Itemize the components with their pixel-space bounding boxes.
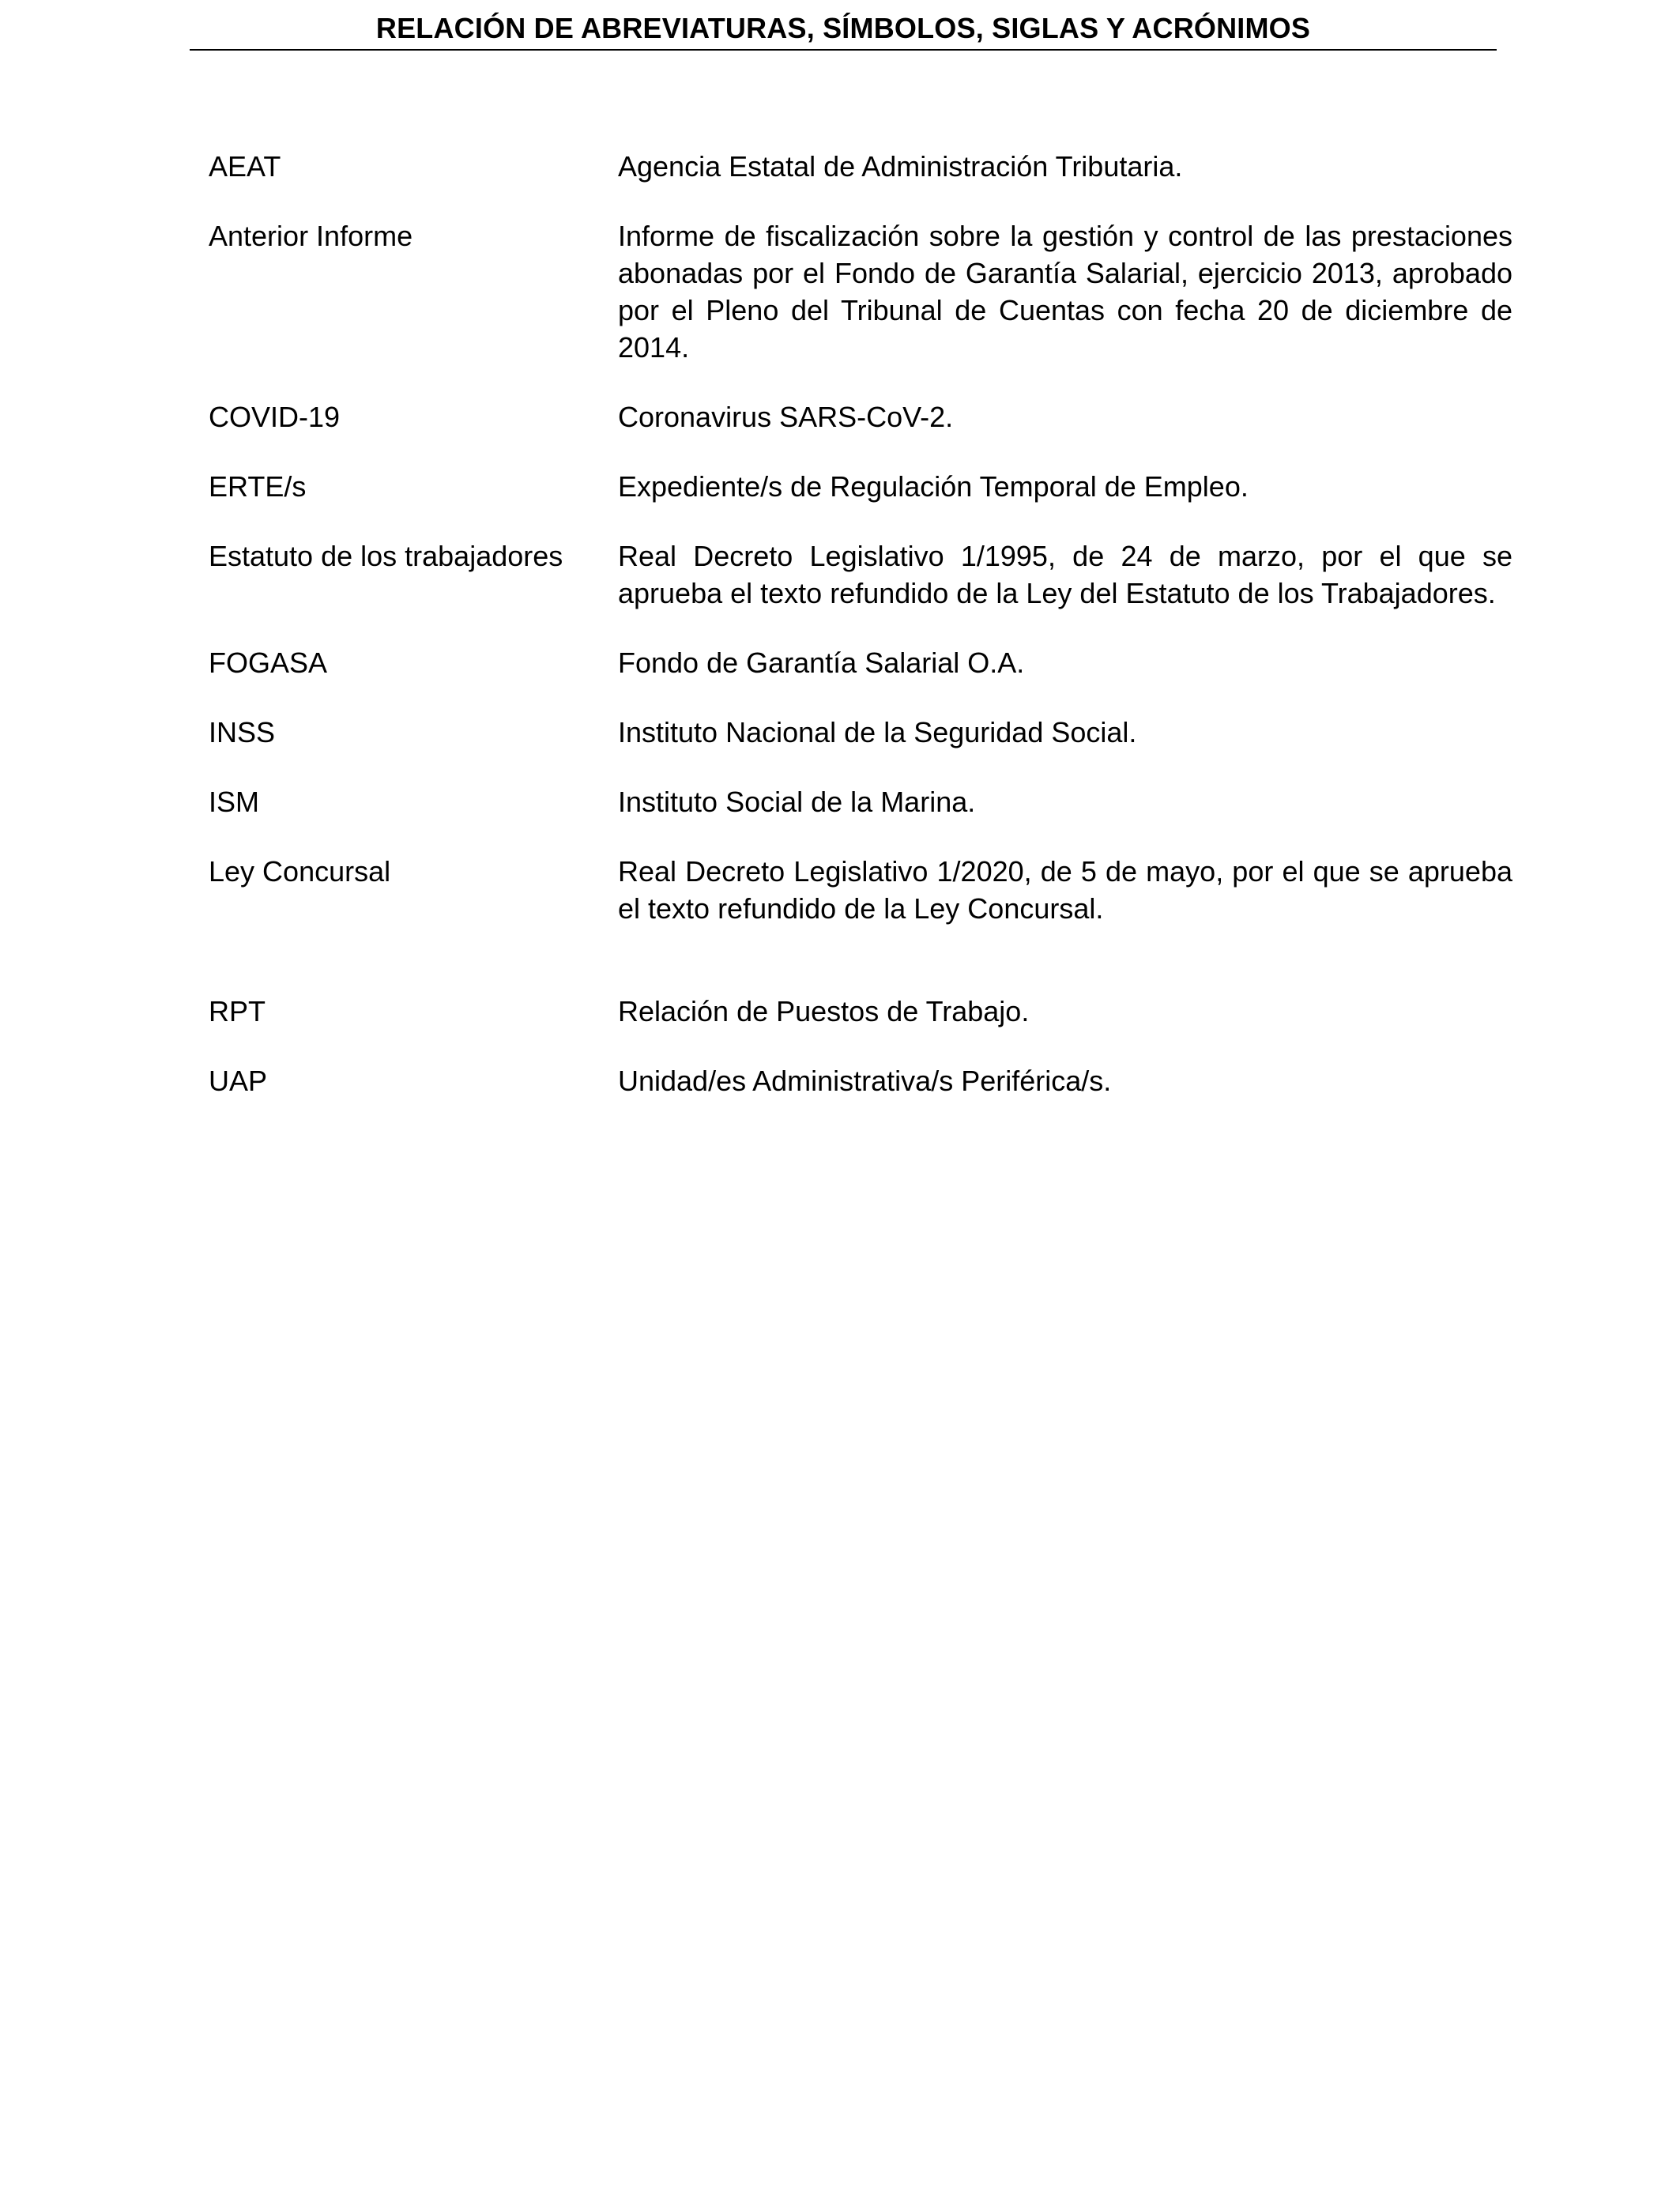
glossary-entry-rpt — [209, 993, 1512, 1030]
glossary-entry-fogasa — [209, 644, 1512, 681]
glossary-definition: Unidad/es Administrativa/s Periférica/s. — [618, 1065, 1112, 1097]
glossary-term: Anterior Informe — [209, 220, 413, 252]
glossary-definition: Instituto Social de la Marina. — [618, 786, 976, 818]
glossary-entry-uap — [209, 1062, 1512, 1099]
glossary-entry-ism — [209, 783, 1512, 820]
glossary-definition: Relación de Puestos de Trabajo. — [618, 995, 1030, 1027]
glossary-entry-aeat — [209, 148, 1512, 185]
glossary-definition: Real Decreto Legislativo 1/2020, de 5 de mayo, por el que se aprueba el texto refundido de la Ley Concursal. — [618, 855, 1512, 925]
page-title: RELACIÓN DE ABREVIATURAS, SÍMBOLOS, SIGLAS Y ACRÓNIMOS — [375, 12, 1311, 44]
glossary-term: ISM — [209, 786, 260, 818]
glossary-definition: Expediente/s de Regulación Temporal de Empleo. — [618, 470, 1249, 503]
glossary-definition: Coronavirus SARS-CoV-2. — [618, 401, 954, 433]
glossary-definition: Instituto Nacional de la Seguridad Social. — [618, 716, 1137, 748]
glossary-term: Estatuto de los trabajadores — [209, 540, 563, 572]
glossary-term: ERTE/s — [209, 470, 307, 503]
glossary-term: RPT — [209, 995, 266, 1027]
glossary-term: AEAT — [209, 150, 281, 183]
glossary-term: COVID-19 — [209, 401, 341, 433]
glossary-term: Ley Concursal — [209, 855, 391, 888]
glossary-entry-covid-19 — [209, 398, 1512, 435]
glossary-entry-estatuto-trabajadores — [209, 537, 1512, 612]
glossary-definition: Agencia Estatal de Administración Tributaria. — [618, 150, 1183, 183]
glossary-definition: Real Decreto Legislativo 1/1995, de 24 de marzo, por el que se aprueba el texto refundido de la Ley del Estatuto de los Trabajadores. — [618, 540, 1512, 609]
page-header — [190, 0, 1497, 51]
glossary-term: INSS — [209, 716, 276, 748]
glossary-list — [209, 148, 1512, 1132]
glossary-definition: Informe de fiscalización sobre la gestión y control de las prestaciones abonadas por el Fondo de Garantía Salarial, ejercicio 2013, aprobado por el Pleno del Tribunal de Cuentas con fecha 20 de diciembre de 2014. — [618, 220, 1512, 364]
glossary-entry-ley-concursal — [209, 853, 1512, 927]
glossary-term: UAP — [209, 1065, 268, 1097]
glossary-term: FOGASA — [209, 647, 328, 679]
glossary-entry-erte — [209, 468, 1512, 505]
glossary-entry-anterior-informe — [209, 217, 1512, 366]
glossary-entry-inss — [209, 714, 1512, 751]
glossary-definition: Fondo de Garantía Salarial O.A. — [618, 647, 1025, 679]
